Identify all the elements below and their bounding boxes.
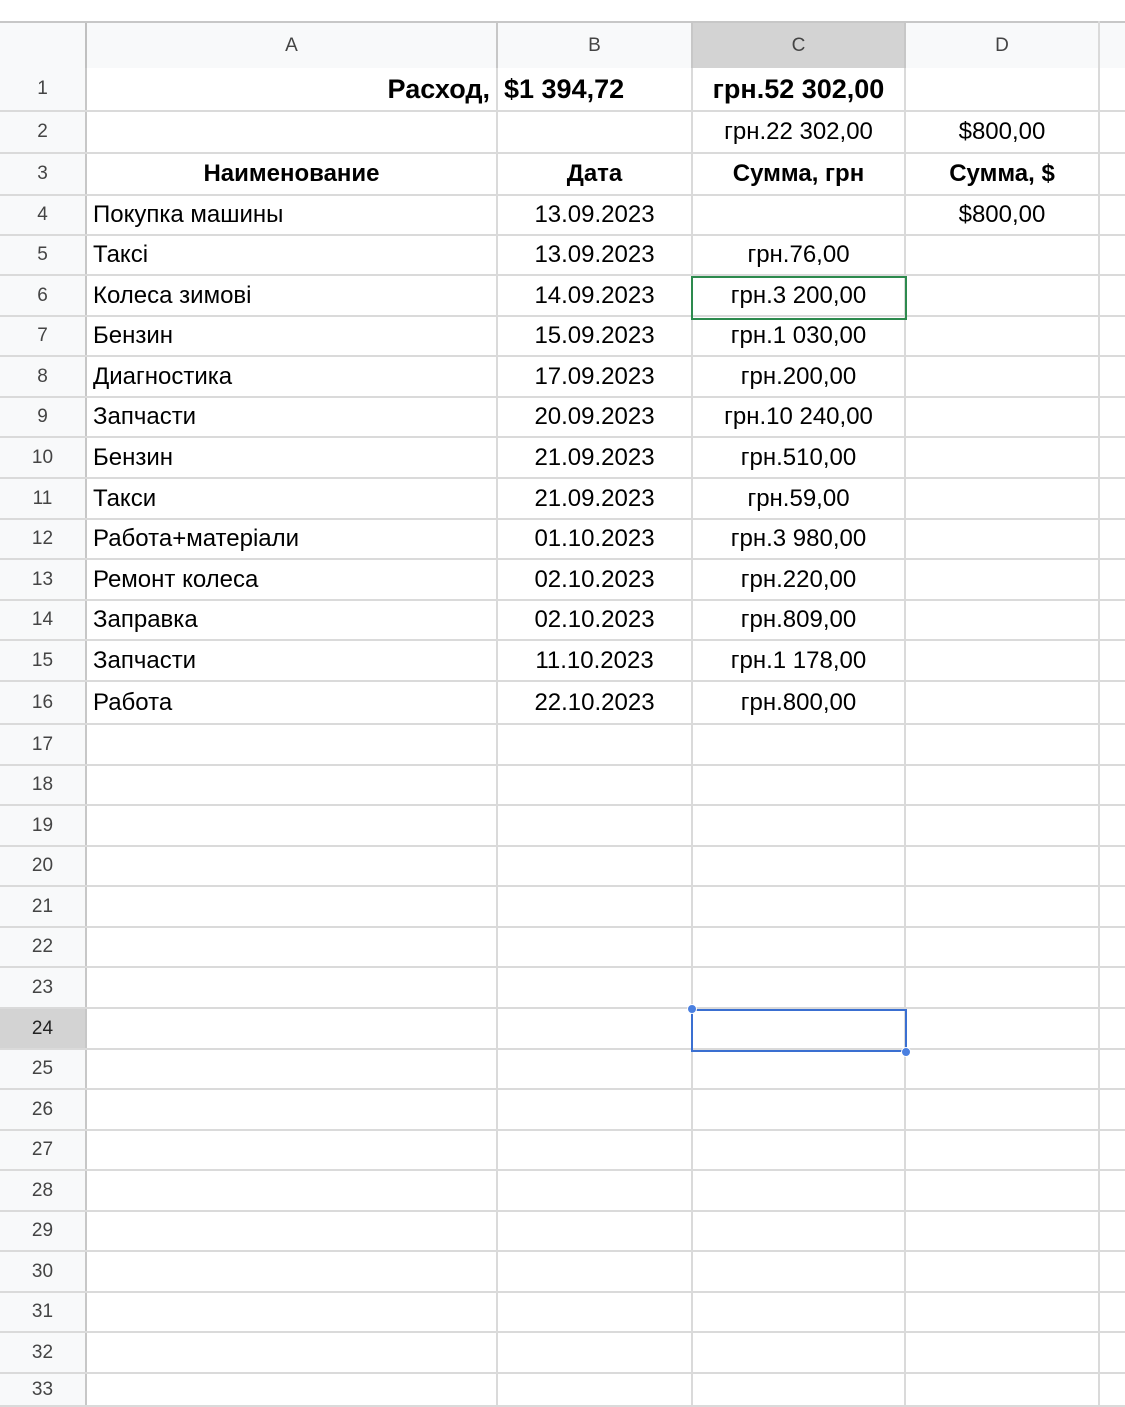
cell-e24[interactable] (1100, 1009, 1125, 1048)
cell-b18[interactable] (498, 766, 693, 804)
row-header[interactable]: 12 (0, 520, 87, 558)
cell-b10[interactable]: 21.09.2023 (498, 438, 693, 477)
cell-b2[interactable] (498, 112, 693, 152)
cell-d13[interactable] (906, 560, 1100, 599)
table-row (0, 196, 1125, 236)
row-header[interactable]: 22 (0, 928, 87, 966)
cell-a17[interactable] (87, 725, 498, 764)
row-header[interactable]: 16 (0, 682, 87, 723)
column-header-c[interactable]: C (693, 23, 906, 68)
cell-c29[interactable] (693, 1212, 906, 1250)
cell-a7[interactable]: Бензин (87, 317, 498, 355)
cell-c23[interactable] (693, 968, 906, 1007)
table-row (0, 479, 1125, 520)
cell-b14[interactable]: 02.10.2023 (498, 601, 693, 639)
cell-c19[interactable] (693, 806, 906, 845)
cell-c28[interactable] (693, 1171, 906, 1210)
cell-d30[interactable] (906, 1252, 1100, 1291)
cell-d32[interactable] (906, 1333, 1100, 1372)
cell-a27[interactable] (87, 1131, 498, 1169)
cell-d19[interactable] (906, 806, 1100, 845)
row-header[interactable]: 20 (0, 847, 87, 885)
table-row (0, 1009, 1125, 1050)
cell-e10[interactable] (1100, 438, 1125, 477)
table-row (0, 1333, 1125, 1374)
cell-d6[interactable] (906, 276, 1100, 315)
cell-a31[interactable] (87, 1293, 498, 1331)
cell-e23[interactable] (1100, 968, 1125, 1007)
cell-c10[interactable]: грн.510,00 (693, 438, 906, 477)
cell-b1[interactable]: $1 394,72 (498, 68, 693, 110)
cell-d16[interactable] (906, 682, 1100, 723)
cell-a32[interactable] (87, 1333, 498, 1372)
cell-d5[interactable] (906, 236, 1100, 274)
cell-d21[interactable] (906, 887, 1100, 926)
cell-c33[interactable] (693, 1374, 906, 1405)
cell-a1[interactable]: Расход, (87, 68, 498, 110)
cell-a30[interactable] (87, 1252, 498, 1291)
cell-c11[interactable]: грн.59,00 (693, 479, 906, 518)
table-row (0, 317, 1125, 357)
cell-b12[interactable]: 01.10.2023 (498, 520, 693, 558)
cell-b25[interactable] (498, 1050, 693, 1088)
cell-b9[interactable]: 20.09.2023 (498, 398, 693, 436)
cell-b30[interactable] (498, 1252, 693, 1291)
cell-a16[interactable]: Работа (87, 682, 498, 723)
cell-c24[interactable] (693, 1009, 906, 1048)
cell-d7[interactable] (906, 317, 1100, 355)
table-row (0, 1374, 1125, 1407)
cell-e2[interactable] (1100, 112, 1125, 152)
cell-c21[interactable] (693, 887, 906, 926)
cell-c25[interactable] (693, 1050, 906, 1088)
cell-c8[interactable]: грн.200,00 (693, 357, 906, 396)
table-row (0, 276, 1125, 317)
row-header[interactable]: 4 (0, 196, 87, 234)
cell-a33[interactable] (87, 1374, 498, 1405)
cell-a11[interactable]: Такси (87, 479, 498, 518)
row-header[interactable]: 31 (0, 1293, 87, 1331)
cell-c17[interactable] (693, 725, 906, 764)
column-e-edge (1098, 21, 1100, 1406)
cell-a6[interactable]: Колеса зимові (87, 276, 498, 315)
cell-a21[interactable] (87, 887, 498, 926)
cell-b31[interactable] (498, 1293, 693, 1331)
row-header[interactable]: 15 (0, 641, 87, 680)
row-header[interactable]: 25 (0, 1050, 87, 1088)
cell-e26[interactable] (1100, 1090, 1125, 1129)
column-header-bar (0, 21, 1125, 68)
table-row (0, 1171, 1125, 1212)
table-row (0, 601, 1125, 641)
cell-b16[interactable]: 22.10.2023 (498, 682, 693, 723)
selection-handle-top-left[interactable] (687, 1004, 697, 1014)
cell-c1[interactable]: грн.52 302,00 (693, 68, 906, 110)
cell-c27[interactable] (693, 1131, 906, 1169)
cell-c4[interactable] (693, 196, 906, 234)
cell-d27[interactable] (906, 1131, 1100, 1169)
cell-d24[interactable] (906, 1009, 1100, 1048)
row-header[interactable]: 17 (0, 725, 87, 764)
cell-a18[interactable] (87, 766, 498, 804)
table-row (0, 725, 1125, 766)
cell-a20[interactable] (87, 847, 498, 885)
cell-b13[interactable]: 02.10.2023 (498, 560, 693, 599)
cell-d17[interactable] (906, 725, 1100, 764)
cell-d8[interactable] (906, 357, 1100, 396)
cell-a9[interactable]: Запчасти (87, 398, 498, 436)
cell-d4[interactable]: $800,00 (906, 196, 1100, 234)
cell-a23[interactable] (87, 968, 498, 1007)
row-header[interactable]: 19 (0, 806, 87, 845)
cell-c3[interactable]: Сумма, грн (693, 154, 906, 194)
cell-b32[interactable] (498, 1333, 693, 1372)
cell-a2[interactable] (87, 112, 498, 152)
cell-a14[interactable]: Заправка (87, 601, 498, 639)
cell-b4[interactable]: 13.09.2023 (498, 196, 693, 234)
cell-e15[interactable] (1100, 641, 1125, 680)
table-row (0, 1293, 1125, 1333)
row-header[interactable]: 21 (0, 887, 87, 926)
cell-c12[interactable]: грн.3 980,00 (693, 520, 906, 558)
cell-b29[interactable] (498, 1212, 693, 1250)
table-row (0, 154, 1125, 196)
cell-b28[interactable] (498, 1171, 693, 1210)
cell-b6[interactable]: 14.09.2023 (498, 276, 693, 315)
cell-a22[interactable] (87, 928, 498, 966)
cell-e30[interactable] (1100, 1252, 1125, 1291)
cell-d33[interactable] (906, 1374, 1100, 1405)
cell-e7[interactable] (1100, 317, 1125, 355)
cell-e1[interactable] (1100, 68, 1125, 110)
row-header[interactable]: 14 (0, 601, 87, 639)
cell-e3[interactable] (1100, 154, 1125, 194)
cell-b24[interactable] (498, 1009, 693, 1048)
table-row (0, 398, 1125, 438)
cell-b27[interactable] (498, 1131, 693, 1169)
cell-b23[interactable] (498, 968, 693, 1007)
cell-b21[interactable] (498, 887, 693, 926)
table-row (0, 641, 1125, 682)
cell-b19[interactable] (498, 806, 693, 845)
cell-e13[interactable] (1100, 560, 1125, 599)
cell-e16[interactable] (1100, 682, 1125, 723)
cell-e9[interactable] (1100, 398, 1125, 436)
cell-a15[interactable]: Запчасти (87, 641, 498, 680)
column-header-b[interactable]: B (498, 23, 693, 68)
table-row (0, 766, 1125, 806)
table-row (0, 1212, 1125, 1252)
row-header[interactable]: 6 (0, 276, 87, 315)
cell-d14[interactable] (906, 601, 1100, 639)
cell-e32[interactable] (1100, 1333, 1125, 1372)
cell-d29[interactable] (906, 1212, 1100, 1250)
cell-e33[interactable] (1100, 1374, 1125, 1405)
cell-a19[interactable] (87, 806, 498, 845)
cell-d10[interactable] (906, 438, 1100, 477)
cell-b22[interactable] (498, 928, 693, 966)
cell-e29[interactable] (1100, 1212, 1125, 1250)
row-header[interactable]: 3 (0, 154, 87, 194)
row-header[interactable]: 26 (0, 1090, 87, 1129)
table-row (0, 560, 1125, 601)
cell-c31[interactable] (693, 1293, 906, 1331)
cell-b8[interactable]: 17.09.2023 (498, 357, 693, 396)
cell-a5[interactable]: Таксі (87, 236, 498, 274)
cell-c22[interactable] (693, 928, 906, 966)
cell-c30[interactable] (693, 1252, 906, 1291)
cell-b17[interactable] (498, 725, 693, 764)
cell-e5[interactable] (1100, 236, 1125, 274)
row-header[interactable]: 2 (0, 112, 87, 152)
column-header-d[interactable]: D (906, 23, 1100, 68)
cell-d31[interactable] (906, 1293, 1100, 1331)
cell-a3[interactable]: Наименование (87, 154, 498, 194)
row-header[interactable]: 9 (0, 398, 87, 436)
cell-c6[interactable]: грн.3 200,00 (693, 276, 906, 315)
cell-a8[interactable]: Диагностика (87, 357, 498, 396)
cell-d20[interactable] (906, 847, 1100, 885)
cell-c32[interactable] (693, 1333, 906, 1372)
cell-c26[interactable] (693, 1090, 906, 1129)
cell-b15[interactable]: 11.10.2023 (498, 641, 693, 680)
cell-e11[interactable] (1100, 479, 1125, 518)
cell-a13[interactable]: Ремонт колеса (87, 560, 498, 599)
table-row (0, 1050, 1125, 1090)
row-header[interactable]: 24 (0, 1009, 87, 1048)
cell-a10[interactable]: Бензин (87, 438, 498, 477)
cell-d12[interactable] (906, 520, 1100, 558)
table-row (0, 1252, 1125, 1293)
table-row (0, 438, 1125, 479)
table-row (0, 928, 1125, 968)
cell-c18[interactable] (693, 766, 906, 804)
cell-d18[interactable] (906, 766, 1100, 804)
cell-b26[interactable] (498, 1090, 693, 1129)
row-header[interactable]: 13 (0, 560, 87, 599)
cell-c7[interactable]: грн.1 030,00 (693, 317, 906, 355)
cell-a12[interactable]: Работа+матеріали (87, 520, 498, 558)
table-row (0, 357, 1125, 398)
row-header[interactable]: 23 (0, 968, 87, 1007)
cell-d3[interactable]: Сумма, $ (906, 154, 1100, 194)
cell-d28[interactable] (906, 1171, 1100, 1210)
cell-e18[interactable] (1100, 766, 1125, 804)
cell-b20[interactable] (498, 847, 693, 885)
cell-a28[interactable] (87, 1171, 498, 1210)
cell-d11[interactable] (906, 479, 1100, 518)
cell-c16[interactable]: грн.800,00 (693, 682, 906, 723)
row-header[interactable]: 1 (0, 68, 87, 110)
cell-a25[interactable] (87, 1050, 498, 1088)
cell-b33[interactable] (498, 1374, 693, 1405)
row-header[interactable]: 33 (0, 1374, 87, 1405)
cell-d26[interactable] (906, 1090, 1100, 1129)
row-header[interactable]: 11 (0, 479, 87, 518)
cell-e21[interactable] (1100, 887, 1125, 926)
cell-e31[interactable] (1100, 1293, 1125, 1331)
table-row (0, 1131, 1125, 1171)
column-header-a[interactable]: A (87, 23, 498, 68)
cell-b5[interactable]: 13.09.2023 (498, 236, 693, 274)
cell-d25[interactable] (906, 1050, 1100, 1088)
table-row (0, 968, 1125, 1009)
top-strip (0, 0, 1125, 21)
table-row (0, 887, 1125, 928)
cell-e12[interactable] (1100, 520, 1125, 558)
cell-e22[interactable] (1100, 928, 1125, 966)
row-header[interactable]: 32 (0, 1333, 87, 1372)
cell-d23[interactable] (906, 968, 1100, 1007)
row-header[interactable]: 8 (0, 357, 87, 396)
cell-c9[interactable]: грн.10 240,00 (693, 398, 906, 436)
cell-d9[interactable] (906, 398, 1100, 436)
cell-a26[interactable] (87, 1090, 498, 1129)
row-header[interactable]: 5 (0, 236, 87, 274)
row-header[interactable]: 10 (0, 438, 87, 477)
cell-c20[interactable] (693, 847, 906, 885)
cell-e17[interactable] (1100, 725, 1125, 764)
cell-d15[interactable] (906, 641, 1100, 680)
cell-e25[interactable] (1100, 1050, 1125, 1088)
cell-e8[interactable] (1100, 357, 1125, 396)
row-header[interactable]: 18 (0, 766, 87, 804)
table-row (0, 847, 1125, 887)
row-header[interactable]: 29 (0, 1212, 87, 1250)
cell-b7[interactable]: 15.09.2023 (498, 317, 693, 355)
cell-e19[interactable] (1100, 806, 1125, 845)
row-header[interactable]: 7 (0, 317, 87, 355)
table-row (0, 682, 1125, 725)
table-row (0, 520, 1125, 560)
cell-e27[interactable] (1100, 1131, 1125, 1169)
row-header[interactable]: 28 (0, 1171, 87, 1210)
cell-d22[interactable] (906, 928, 1100, 966)
cell-b3[interactable]: Дата (498, 154, 693, 194)
cell-e4[interactable] (1100, 196, 1125, 234)
cell-e14[interactable] (1100, 601, 1125, 639)
cell-c5[interactable]: грн.76,00 (693, 236, 906, 274)
cell-c15[interactable]: грн.1 178,00 (693, 641, 906, 680)
cell-b11[interactable]: 21.09.2023 (498, 479, 693, 518)
table-row (0, 1090, 1125, 1131)
cell-e20[interactable] (1100, 847, 1125, 885)
select-all-corner[interactable] (0, 23, 87, 68)
cell-a4[interactable]: Покупка машины (87, 196, 498, 234)
cell-e28[interactable] (1100, 1171, 1125, 1210)
cell-e6[interactable] (1100, 276, 1125, 315)
cell-c13[interactable]: грн.220,00 (693, 560, 906, 599)
table-row (0, 806, 1125, 847)
row-header[interactable]: 27 (0, 1131, 87, 1169)
table-row (0, 236, 1125, 276)
cell-d2[interactable]: $800,00 (906, 112, 1100, 152)
table-row (0, 68, 1125, 112)
cell-c2[interactable]: грн.22 302,00 (693, 112, 906, 152)
cell-a29[interactable] (87, 1212, 498, 1250)
table-row (0, 112, 1125, 154)
selection-handle-bottom-right[interactable] (901, 1047, 911, 1057)
cell-d1[interactable] (906, 68, 1100, 110)
cell-a24[interactable] (87, 1009, 498, 1048)
cell-c14[interactable]: грн.809,00 (693, 601, 906, 639)
row-header[interactable]: 30 (0, 1252, 87, 1291)
